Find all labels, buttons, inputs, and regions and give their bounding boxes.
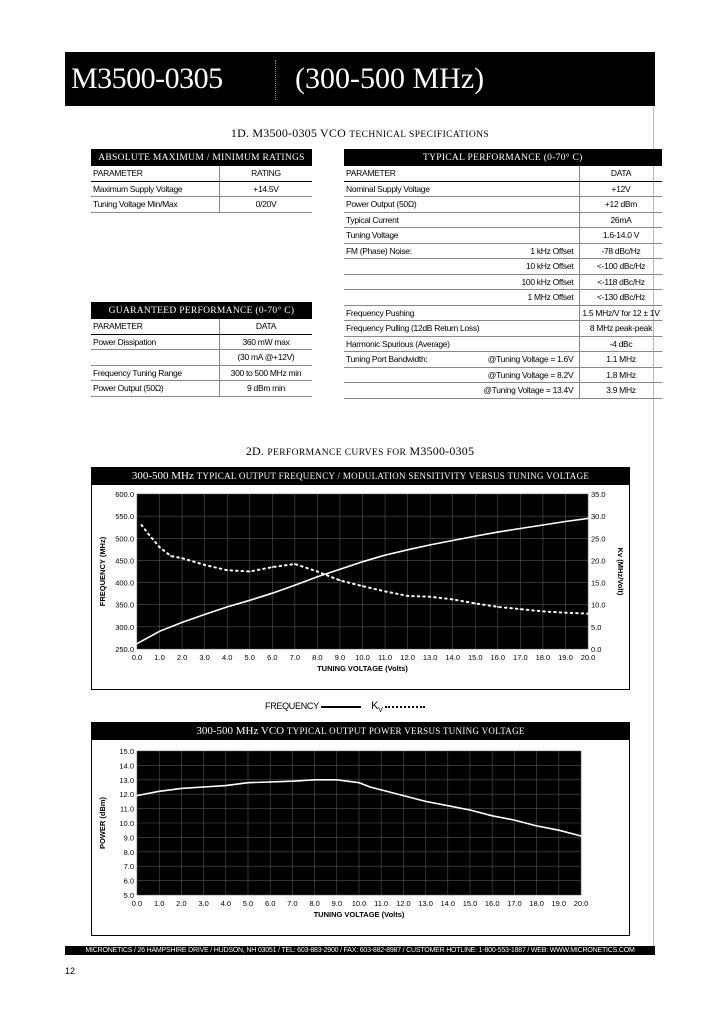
col-header-rating: RATING [220, 166, 313, 181]
y2-tick-label: 35.0 [591, 490, 606, 499]
x-tick-label: 11.0 [374, 899, 389, 908]
row-param: Power Dissipation [91, 334, 220, 350]
data-point [407, 595, 409, 597]
typical-body [344, 181, 662, 398]
section-2d-prefix: 2D. [245, 444, 268, 458]
row-param: Nominal Supply Voltage [344, 181, 481, 197]
x-tick-label: 5.0 [244, 653, 255, 662]
x-tick-label: 7.0 [287, 899, 298, 908]
row-value: +12 dBm [580, 197, 662, 213]
data-point [272, 566, 274, 568]
data-point [317, 576, 319, 578]
chart-legend [265, 700, 425, 714]
x-tick-label: 4.0 [221, 653, 233, 662]
y-tick-label: 7.0 [123, 862, 134, 872]
table-row [344, 290, 662, 306]
data-point [362, 585, 364, 587]
data-point [225, 785, 227, 787]
x-tick-label: 2.0 [176, 899, 187, 908]
row-param [344, 290, 481, 306]
chart-title-prefix: 300-500 MHz VCO [196, 725, 287, 737]
col-header-data: DATA [220, 319, 313, 334]
x-tick-label: 18.0 [529, 899, 544, 908]
y2-tick-label: 15.0 [591, 578, 606, 588]
table-row [91, 381, 312, 397]
row-sub [481, 305, 580, 321]
row-param [344, 274, 481, 290]
col-header-parameter: PARAMETER [91, 319, 220, 334]
data-point [362, 561, 364, 563]
data-point [407, 549, 409, 551]
table-row [344, 305, 662, 321]
y2-tick-label: 10.0 [591, 600, 606, 610]
row-sub [481, 321, 580, 337]
row-param: Frequency Pushing [344, 305, 481, 321]
row-sub [481, 228, 580, 244]
row-param: Frequency Tuning Range [91, 365, 220, 381]
row-value: +12V [580, 181, 662, 197]
data-point [226, 569, 228, 571]
y2-tick-label: 20.0 [591, 556, 606, 566]
data-point [226, 606, 228, 608]
page-header [65, 52, 655, 106]
row-sub: @Tuning Voltage = 1.6V [481, 352, 580, 368]
x-tick-label: 4.0 [220, 899, 232, 908]
x-tick-label: 10.0 [351, 899, 367, 908]
data-point [429, 596, 431, 598]
y-tick-label: 600.0 [115, 490, 134, 499]
data-point [580, 835, 582, 837]
row-value: 26mA [580, 212, 662, 228]
data-point [558, 829, 560, 831]
header-divider [275, 60, 276, 100]
row-param: Tuning Voltage Min/Max [91, 197, 220, 213]
x-tick-label: 8.0 [309, 899, 320, 908]
page-footer: MICRONETICS / 26 HAMPSHIRE DRIVE / HUDSON, NH 03051 / TEL: 603-883-2900 / FAX: 603-882-8987 / CUSTOMER HOTLINE: 1-800-553-1887 / WEB: WWW.MICRONETICS.COM [65, 946, 655, 955]
col-header-parameter: PARAMETER [91, 166, 220, 181]
data-point [247, 782, 249, 784]
row-value: 1.6-14.0 V [580, 228, 662, 244]
x-tick-label: 20.0 [580, 653, 596, 662]
table-row [91, 197, 312, 213]
data-point [587, 518, 589, 520]
x-axis-label: TUNING VOLTAGE (Volts) [317, 664, 408, 673]
table-row [344, 228, 662, 244]
row-sub [481, 212, 580, 228]
x-tick-label: 15.0 [462, 899, 478, 908]
data-point [384, 591, 386, 593]
y-tick-label: 9.0 [123, 833, 134, 843]
y-tick-label: 12.0 [119, 790, 134, 800]
data-point [469, 809, 471, 811]
row-value: (30 mA @+12V) [220, 350, 313, 366]
row-value: 1.8 MHz [580, 367, 662, 383]
data-point [204, 564, 206, 566]
chart-title-smallcaps: TYPICAL OUTPUT POWER VERSUS TUNING VOLTAGE [286, 726, 525, 736]
x-tick-label: 9.0 [334, 653, 346, 662]
data-point [170, 555, 172, 557]
row-value: <-130 dBc/Hz [580, 290, 662, 306]
page-number: 12 [65, 966, 76, 976]
table-row [344, 321, 662, 337]
data-point [339, 568, 341, 570]
table-row [344, 336, 662, 352]
data-point [249, 599, 251, 601]
data-point [159, 630, 161, 632]
row-value: <-118 dBc/Hz [580, 274, 662, 290]
y-tick-label: 6.0 [123, 876, 134, 886]
section-2d-suffix: M3500-0305 [406, 444, 475, 458]
data-point [369, 786, 371, 788]
y-tick-label: 400.0 [115, 578, 134, 588]
row-param: Power Output (50Ω) [91, 381, 220, 397]
section-1d-smallcaps: TECHNICAL SPECIFICATIONS [349, 130, 490, 140]
data-point [181, 788, 183, 790]
x-tick-label: 17.0 [507, 899, 522, 908]
row-param: Frequency Pulling (12dB Return Loss) [344, 321, 481, 337]
frequency-chart-svg [91, 484, 628, 688]
row-param: Typical Current [344, 212, 481, 228]
data-point [292, 780, 294, 782]
row-sub [481, 181, 580, 197]
data-point [497, 531, 499, 533]
row-sub: 1 MHz Offset [481, 290, 580, 306]
data-point [314, 779, 316, 781]
data-point [147, 533, 149, 535]
typical-table [344, 149, 662, 399]
x-tick-label: 15.0 [467, 653, 483, 662]
row-value: -4 dBc [580, 336, 662, 352]
data-point [181, 557, 183, 559]
data-point [136, 643, 138, 645]
data-point [565, 612, 567, 614]
x-tick-label: 19.0 [558, 653, 573, 662]
row-value: 3.9 MHz [580, 383, 662, 399]
row-sub [481, 197, 580, 213]
legend-frequency-label: FREQUENCY [265, 701, 319, 711]
data-point [542, 611, 544, 613]
data-point [358, 782, 360, 784]
y-tick-label: 11.0 [119, 804, 134, 814]
x-tick-label: 0.0 [131, 899, 143, 908]
y2-tick-label: 5.0 [591, 622, 602, 632]
section-1d-title [0, 126, 720, 141]
data-point [294, 563, 296, 565]
x-tick-label: 5.0 [242, 899, 254, 908]
legend-kv-line [385, 706, 425, 708]
data-point [491, 815, 493, 817]
row-param: Tuning Voltage [344, 228, 481, 244]
x-tick-label: 14.0 [445, 653, 461, 662]
x-tick-label: 0.0 [131, 653, 143, 662]
table-row [344, 181, 662, 197]
row-sub: @Tuning Voltage = 13.4V [481, 383, 580, 399]
x-tick-label: 2.0 [176, 653, 188, 662]
y-tick-label: 550.0 [115, 512, 134, 522]
row-param [91, 350, 220, 366]
col-header-parameter: PARAMETER [344, 166, 580, 181]
y-tick-label: 350.0 [115, 600, 134, 610]
x-tick-label: 18.0 [535, 653, 551, 662]
row-param: FM (Phase) Noise: [344, 243, 481, 259]
y-axis-label: POWER (dBm) [98, 796, 107, 850]
row-value: -78 dBc/Hz [580, 243, 662, 259]
legend-kv-sub: V [378, 707, 383, 715]
row-param: Power Output (50Ω) [344, 197, 481, 213]
row-value: 9 dBm min [220, 381, 313, 397]
y-tick-label: 14.0 [119, 761, 134, 771]
power-chart-title [92, 723, 629, 740]
table-row [91, 334, 312, 350]
data-point [204, 614, 206, 616]
row-sub: 10 kHz Offset [481, 259, 580, 275]
frequency-range: (300-500 MHz) [295, 62, 485, 95]
row-value: 1.5 MHz/V for 12 ± 1V [580, 305, 662, 321]
y-tick-label: 13.0 [119, 775, 134, 785]
data-point [272, 592, 274, 594]
data-point [403, 795, 405, 797]
x-tick-label: 13.0 [418, 899, 433, 908]
data-point [249, 571, 251, 573]
x-tick-label: 12.0 [400, 653, 415, 662]
legend-frequency-line [321, 706, 361, 708]
data-point [587, 613, 589, 615]
table-row [344, 212, 662, 228]
table-row [344, 367, 662, 383]
row-value: <-100 dBc/Hz [580, 259, 662, 275]
x-tick-label: 16.0 [484, 899, 500, 908]
table-row [91, 365, 312, 381]
x-tick-label: 3.0 [198, 899, 209, 908]
data-point [536, 825, 538, 827]
legend-kv-k: K [371, 700, 379, 712]
data-point [136, 795, 138, 797]
data-point [384, 554, 386, 556]
x-tick-label: 1.0 [154, 653, 165, 662]
row-sub [481, 336, 580, 352]
power-chart-svg [91, 739, 628, 934]
data-point [159, 546, 161, 548]
row-param [344, 259, 481, 275]
chart-title-smallcaps: TYPICAL OUTPUT FREQUENCY / MODULATION SENSITIVITY VERSUS TUNING VOLTAGE [196, 471, 590, 481]
chart-title-prefix: 300-500 MHz [131, 470, 197, 482]
table-row [344, 274, 662, 290]
x-tick-label: 9.0 [331, 899, 343, 908]
x-tick-label: 8.0 [312, 653, 323, 662]
data-point [520, 608, 522, 610]
table-row [344, 383, 662, 399]
data-point [429, 544, 431, 546]
table-row [344, 352, 662, 368]
data-point [158, 791, 160, 793]
x-axis-label: TUNING VOLTAGE (Volts) [313, 910, 405, 919]
x-tick-label: 13.0 [422, 653, 438, 662]
data-point [447, 805, 449, 807]
data-point [474, 535, 476, 537]
y-tick-label: 300.0 [115, 622, 134, 632]
guaranteed-title: GUARANTEED PERFORMANCE (0-70° C) [91, 302, 312, 319]
x-tick-label: 1.0 [153, 899, 165, 908]
row-param [344, 383, 481, 399]
section-1d-prefix: 1D. M3500-0305 VCO [230, 126, 350, 140]
y-tick-label: 450.0 [115, 556, 134, 566]
data-point [452, 599, 454, 601]
y2-axis-label: Kv (MHz/Volt) [616, 547, 625, 596]
row-param: Tuning Port Bandwidth: [344, 352, 481, 368]
y-tick-label: 500.0 [115, 534, 134, 544]
data-point [181, 622, 183, 624]
row-sub: 100 kHz Offset [481, 274, 580, 290]
data-point [294, 584, 296, 586]
y2-tick-label: 0.0 [591, 645, 602, 654]
row-param: Maximum Supply Voltage [91, 181, 220, 197]
x-tick-label: 11.0 [378, 653, 393, 662]
row-value: 1.1 MHz [580, 352, 662, 368]
y-tick-label: 15.0 [119, 747, 134, 756]
section-2d-title [0, 444, 720, 459]
x-tick-label: 14.0 [440, 899, 456, 908]
table-row [344, 259, 662, 275]
section-2d-smallcaps: PERFORMANCE CURVES FOR [267, 448, 407, 458]
row-param [344, 367, 481, 383]
row-value: 0/20V [220, 197, 313, 213]
data-point [497, 606, 499, 608]
frequency-chart-title [92, 468, 629, 485]
data-point [336, 779, 338, 781]
legend-kv-label [371, 700, 383, 715]
data-point [339, 580, 341, 582]
row-value: 8 MHz peak-peak [580, 321, 662, 337]
data-point [141, 524, 143, 526]
table-row [91, 181, 312, 197]
y-tick-label: 250.0 [115, 645, 134, 654]
row-value: 300 to 500 MHz min [220, 365, 313, 381]
row-value: 360 mW max [220, 334, 313, 350]
y-tick-label: 8.0 [123, 847, 134, 857]
data-point [203, 786, 205, 788]
x-tick-label: 20.0 [573, 899, 589, 908]
row-sub: @Tuning Voltage = 8.2V [481, 367, 580, 383]
data-point [520, 528, 522, 530]
typical-title: TYPICAL PERFORMANCE (0-70° C) [344, 149, 662, 166]
x-tick-label: 17.0 [513, 653, 528, 662]
x-tick-label: 10.0 [355, 653, 370, 662]
y2-tick-label: 25.0 [591, 534, 606, 544]
data-point [380, 789, 382, 791]
x-tick-label: 3.0 [199, 653, 210, 662]
row-param: Harmonic Spurious (Average) [344, 336, 481, 352]
table-row [91, 350, 312, 366]
data-point [565, 521, 567, 523]
data-point [542, 524, 544, 526]
data-point [425, 801, 427, 803]
row-sub: 1 kHz Offset [481, 243, 580, 259]
x-tick-label: 19.0 [551, 899, 567, 908]
x-tick-label: 6.0 [264, 899, 276, 908]
data-point [269, 781, 271, 783]
x-tick-label: 16.0 [490, 653, 506, 662]
data-point [514, 819, 516, 821]
data-point [474, 603, 476, 605]
x-tick-label: 7.0 [289, 653, 301, 662]
table-row [344, 197, 662, 213]
data-point [452, 540, 454, 542]
x-tick-label: 6.0 [267, 653, 278, 662]
row-value: +14.5V [220, 181, 313, 197]
abs-max-title: ABSOLUTE MAXIMUM / MINIMUM RATINGS [91, 149, 312, 166]
abs-max-table [91, 149, 312, 213]
y-axis-label: FREQUENCY (MHz) [98, 536, 107, 607]
y-tick-label: 10.0 [119, 819, 134, 828]
table-row [344, 243, 662, 259]
guaranteed-table [91, 302, 312, 397]
part-number: M3500-0305 [71, 62, 223, 95]
x-tick-label: 12.0 [396, 899, 411, 908]
y2-tick-label: 30.0 [591, 512, 606, 522]
col-header-data: DATA [580, 166, 662, 181]
data-point [317, 571, 319, 573]
y-tick-label: 5.0 [123, 891, 134, 900]
